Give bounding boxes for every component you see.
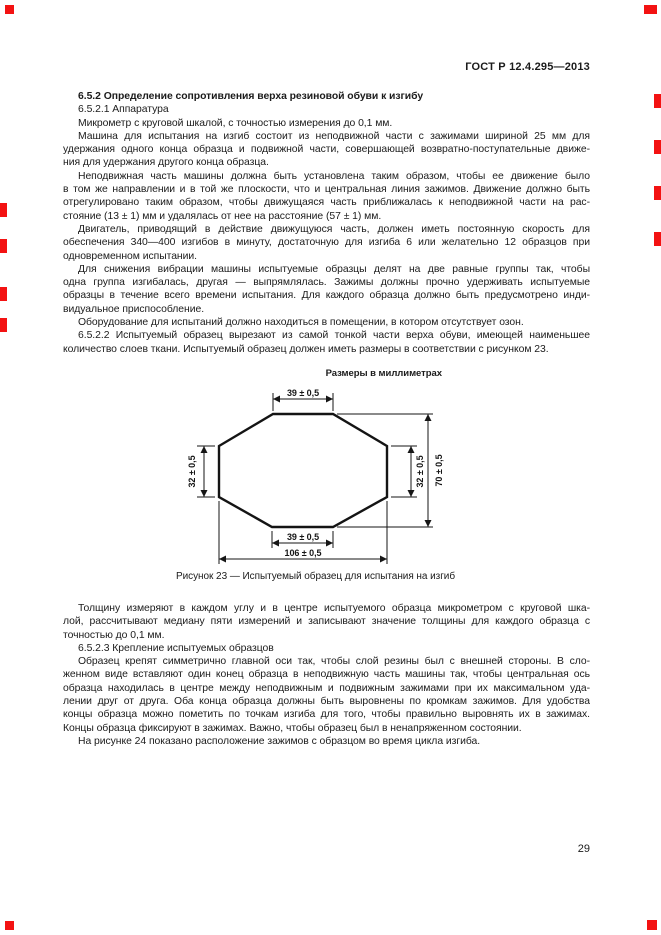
scan-mark [644,5,657,14]
paragraph [63,642,590,655]
paragraph [63,263,590,316]
text-line: Двигатель, приводящий в действие движущуюся часть, должен иметь постоянную скорость для [78,223,590,235]
text-line: Образец крепят симметрично главной оси так, чтобы слой резины был с внешней стороны. В сло- [78,656,590,668]
dim-top-label: 39 ± 0,5 [286,387,320,398]
paragraph [63,223,590,263]
text-line: лении друг от друга. Оба конца образца должны быть выровнены по кромкам зажимов. Для удобства [63,696,590,708]
dim-bottom-label: 39 ± 0,5 [286,531,320,542]
page-number: 29 [577,843,590,855]
text-line: ния для удержания другого конца образца. [63,157,269,169]
page-content [63,90,590,748]
text-line: женном виде вставляют один конец образца в неподвижную часть машины так, чтобы центральная ось [63,669,590,681]
text-line: отрегулировано таким образом, чтобы движущаяся часть приближалась к неподвижной части на рас- [63,197,590,209]
text-line: Неподвижная часть машины должна быть установлена таким образом, чтобы ее движение было [78,170,590,182]
scan-mark [654,140,661,154]
figure-caption: Рисунок 23 — Испытуемый образец для испытания на изгиб [175,570,456,582]
text-line: количество слоев ткани. Испытуемый образец должен иметь размеры в соответствии с рисунком 23. [63,343,549,355]
paragraph [63,735,590,748]
text-line: Концы образца фиксируют в зажимах. Важно, чтобы образец был в ненапряженном состоянии. [63,722,522,734]
paragraph [63,103,590,116]
scan-mark [0,239,7,253]
dim-length-label: 106 ± 0,5 [284,547,322,558]
text-line: 6.5.2.3 Крепление испытуемых образцов [78,642,274,654]
section-heading [63,90,590,103]
standard-designation: ГОСТ Р 12.4.295—2013 [465,61,590,73]
figure-units-label: Размеры в миллиметрах [325,367,442,379]
dim-height-label: 70 ± 0,5 [434,454,444,487]
text-line: Толщину измеряют в каждом углу и в центре испытуемого образца микрометром с круговой шка- [78,602,590,614]
text-section [63,602,590,748]
specimen-outline [219,414,387,527]
text-line: в том же направлении и в той же плоскости, что и центральная линия зажимов. Движение должно быть [63,184,590,196]
dim-left-label: 32 ± 0,5 [187,455,197,488]
text-line: лой, рассчитывают медиану пяти измерений и записывают значение толщины для каждого образца с [63,616,590,628]
scan-mark [654,232,661,246]
scan-mark [5,921,14,930]
scan-mark [647,920,657,930]
scan-mark [5,5,14,14]
text-line: Микрометр с круговой шкалой, с точностью измерения до 0,1 мм. [78,117,393,129]
text-line: точностью до 0,1 мм. [63,629,165,641]
text-line: 6.5.2 Определение сопротивления верха резиновой обуви к изгибу [78,91,424,102]
text-line: образца находилась в центре между неподвижным и подвижным зажимами при их максимальном уда- [63,682,590,694]
paragraph [63,117,590,130]
text-line: стояние (13 ± 1) мм и удалялась от нее на расстояние (57 ± 1) мм. [63,210,382,222]
text-line: обеспечения 340—400 изгибов в минуту, достаточную для изгиба 6 или желательно 12 образцов при [63,237,590,249]
text-line: Для снижения вибрации машины испытуемые образцы делят на две равные группы так, чтобы [78,263,590,275]
scan-mark [0,203,7,217]
paragraph [63,170,590,223]
text-line: концы образца можно пометить по точкам изгиба для того, чтобы правильно выровнять их в зажимах. [63,709,590,721]
text-line: одна группа изгибалась, другая — выпрямлялась. Зажимы должны прочно удерживать испытуемые [63,277,590,289]
scan-mark [654,94,661,108]
scan-mark [0,318,7,332]
figure-23 [63,356,590,602]
paragraph [63,130,590,170]
text-line: удержания одного конца образца и подвижной части, совершающей возвратно-поступательные движе- [63,144,590,156]
specimen-diagram [175,384,460,566]
text-line: 6.5.2.1 Аппаратура [78,104,169,116]
text-line: Машина для испытания на изгиб состоит из неподвижной части с зажимами шириной 25 мм для [78,130,590,142]
paragraph [63,316,590,329]
text-line: На рисунке 24 показано расположение зажимов с образцом во время цикла изгиба. [78,735,481,747]
text-line: образцы в течение всего времени испытания. Для каждого образца должно быть предусмотрено инди- [63,290,590,302]
paragraph [63,655,590,735]
dim-right-label: 32 ± 0,5 [415,455,425,488]
text-line: Оборудование для испытаний должно находиться в помещении, в котором отсутствует озон. [78,317,524,329]
text-line: одновременном испытании. [63,250,197,262]
scan-mark [654,186,661,200]
paragraph [63,602,590,642]
paragraph [63,329,590,356]
text-section [63,90,590,356]
text-line: видуальное приспособление. [63,303,205,315]
scan-mark [0,287,7,301]
text-line: 6.5.2.2 Испытуемый образец вырезают из самой тонкой части верха обуви, имеющей наименьшее [78,330,590,342]
